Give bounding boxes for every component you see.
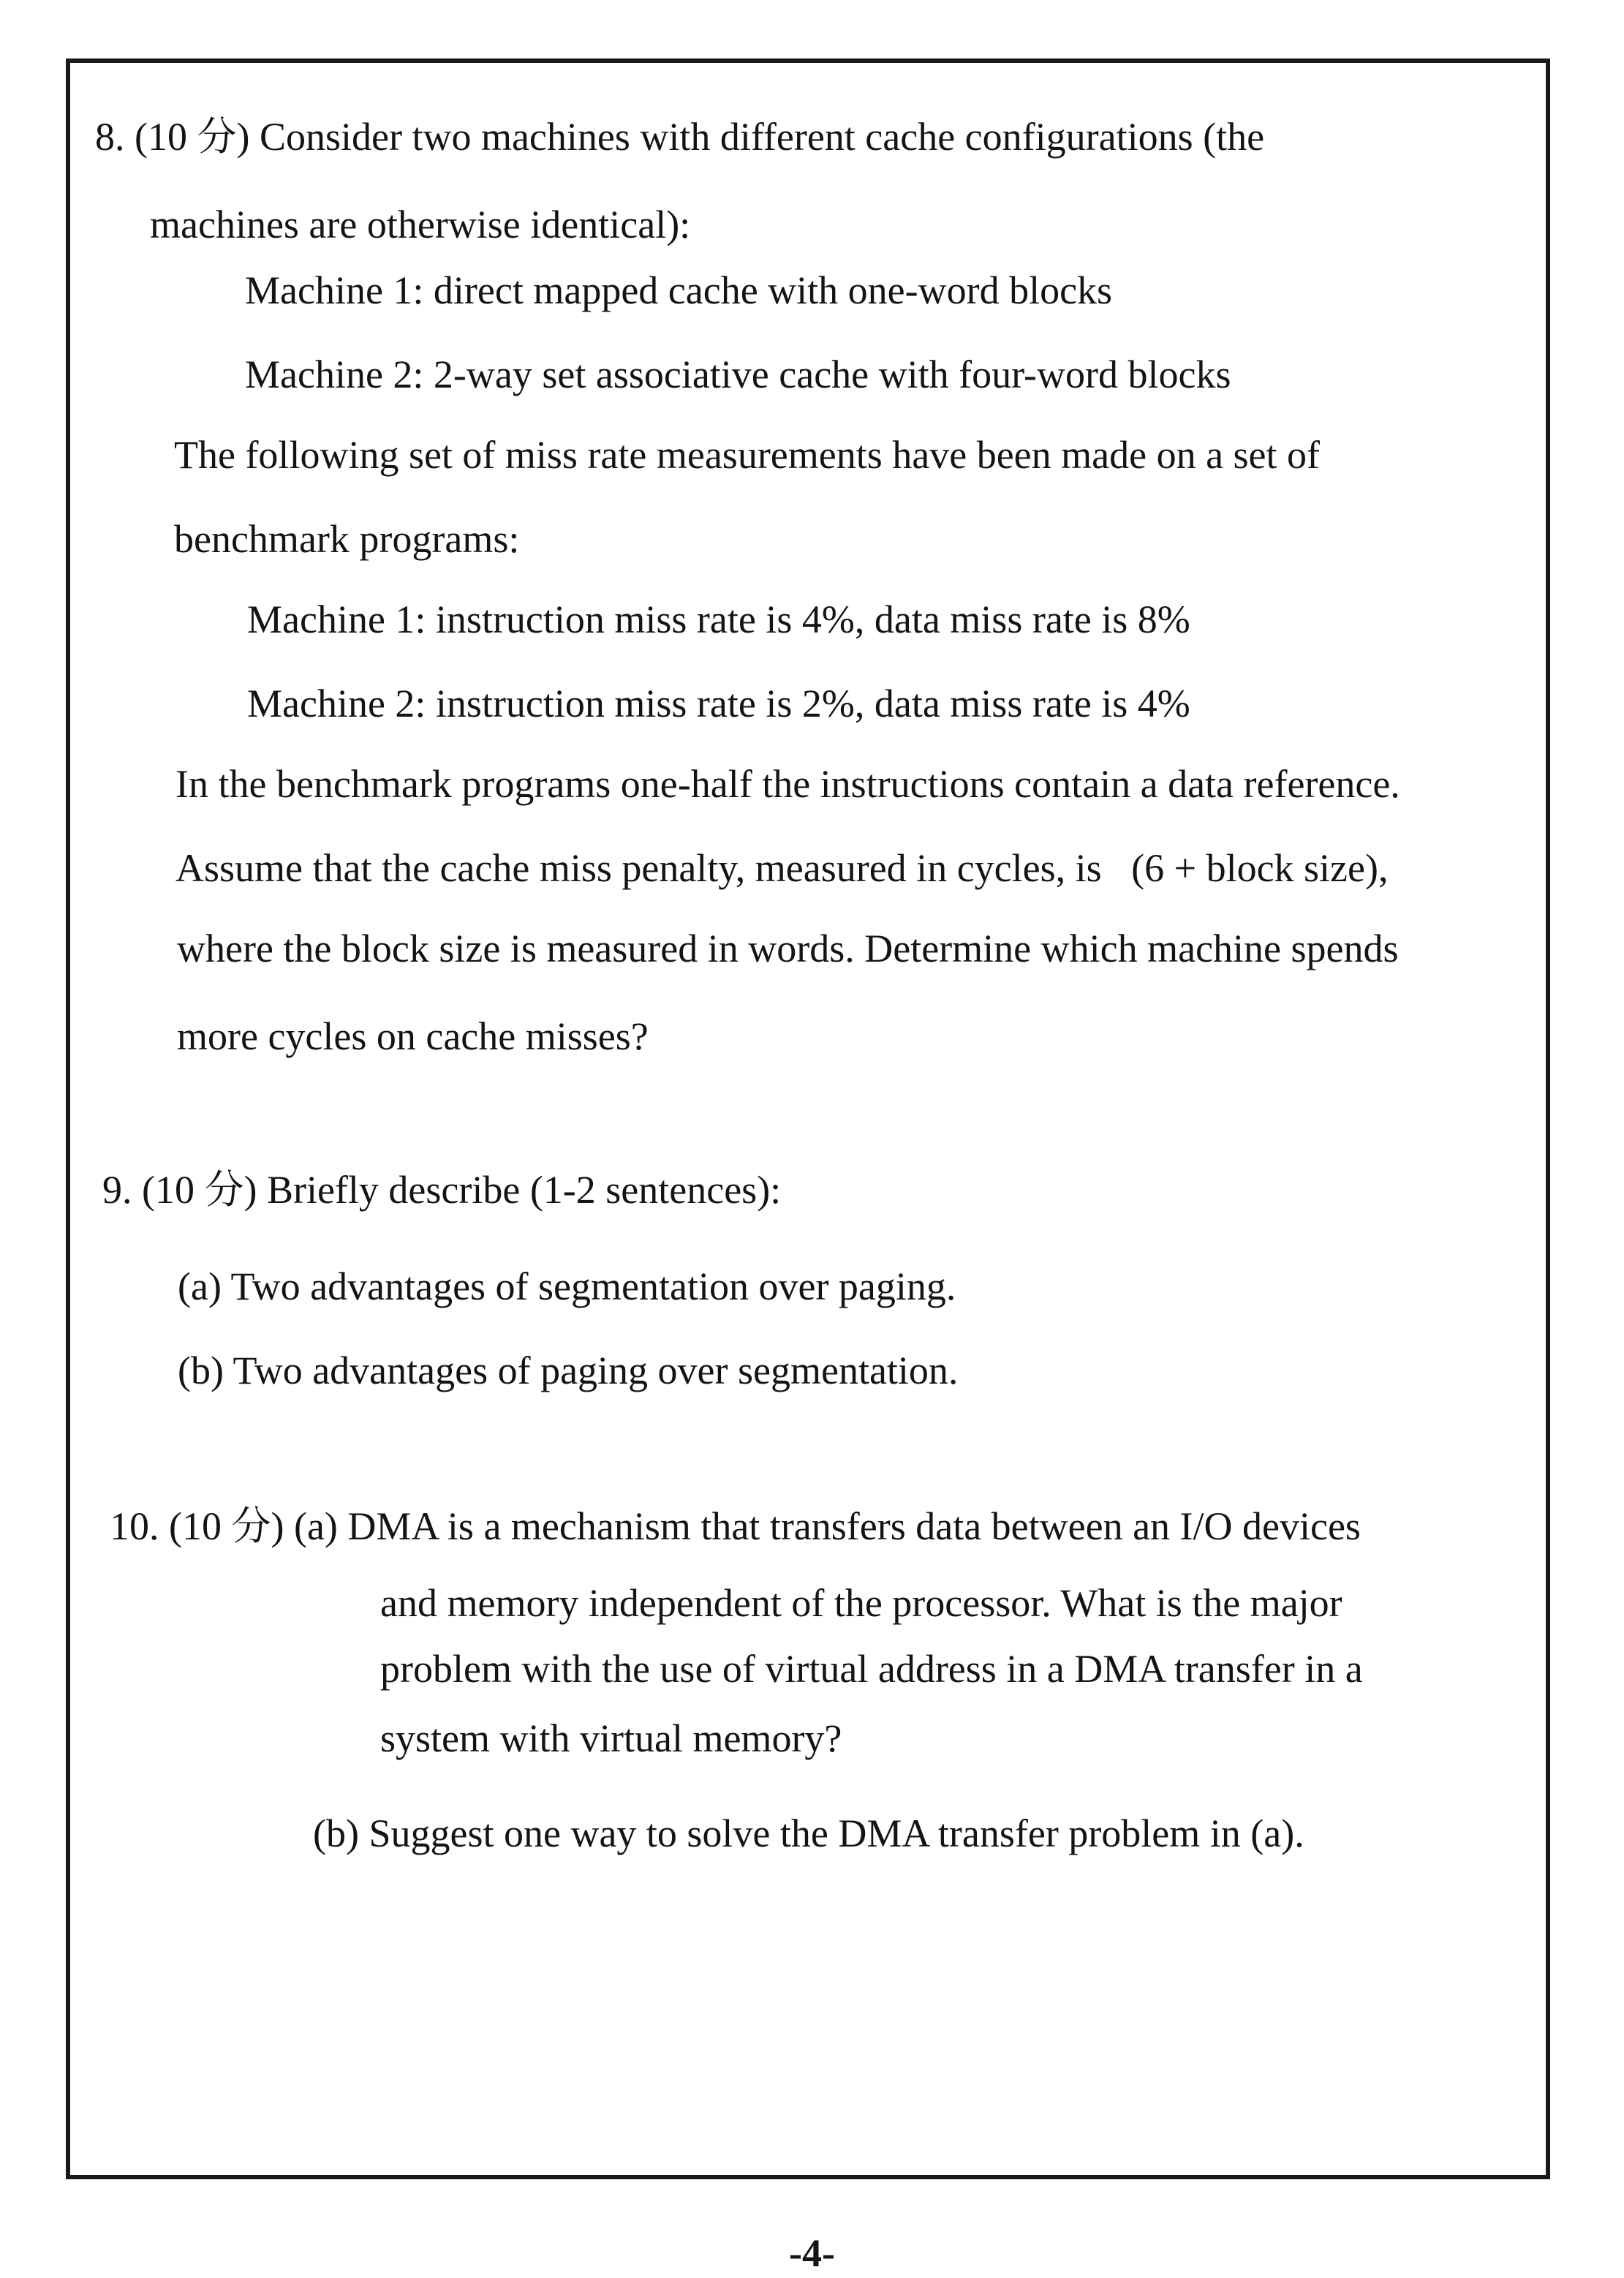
q8-machine-1-config: Machine 1: direct mapped cache with one-word blocks	[245, 268, 1113, 312]
q8-line-6: benchmark programs:	[174, 517, 520, 561]
q9-line-1: 9. (10 分) Briefly describe (1-2 sentences):	[102, 1168, 782, 1212]
q8-line-5: The following set of miss rate measurements have been made on a set of	[174, 433, 1321, 477]
q8-line-10: Assume that the cache miss penalty, measured in cycles, is (6 + block size),	[175, 846, 1389, 890]
q8-machine-2-config: Machine 2: 2-way set associative cache with four-word blocks	[245, 352, 1231, 396]
q9-part-b: (b) Two advantages of paging over segmentation.	[178, 1349, 959, 1392]
q8-line-9: In the benchmark programs one-half the instructions contain a data reference.	[175, 762, 1400, 806]
q10-line-4: system with virtual memory?	[380, 1716, 842, 1760]
page-number: -4-	[789, 2231, 835, 2275]
q8-line-2: machines are otherwise identical):	[150, 203, 691, 246]
q8-line-1: 8. (10 分) Consider two machines with different cache configurations (the	[95, 115, 1265, 159]
q10-line-2: and memory independent of the processor. What is the major	[380, 1581, 1342, 1625]
q10-line-3: problem with the use of virtual address in a DMA transfer in a	[380, 1647, 1363, 1691]
q10-part-b: (b) Suggest one way to solve the DMA transfer problem in (a).	[313, 1811, 1304, 1855]
q8-line-11: where the block size is measured in words. Determine which machine spends	[177, 927, 1399, 970]
q10-line-1: 10. (10 分) (a) DMA is a mechanism that transfers data between an I/O devices	[110, 1504, 1361, 1548]
q9-part-a: (a) Two advantages of segmentation over paging.	[178, 1264, 956, 1308]
q8-line-12: more cycles on cache misses?	[177, 1014, 649, 1058]
q8-machine-2-rates: Machine 2: instruction miss rate is 2%, data miss rate is 4%	[247, 682, 1190, 725]
q8-machine-1-rates: Machine 1: instruction miss rate is 4%, data miss rate is 8%	[247, 597, 1190, 641]
